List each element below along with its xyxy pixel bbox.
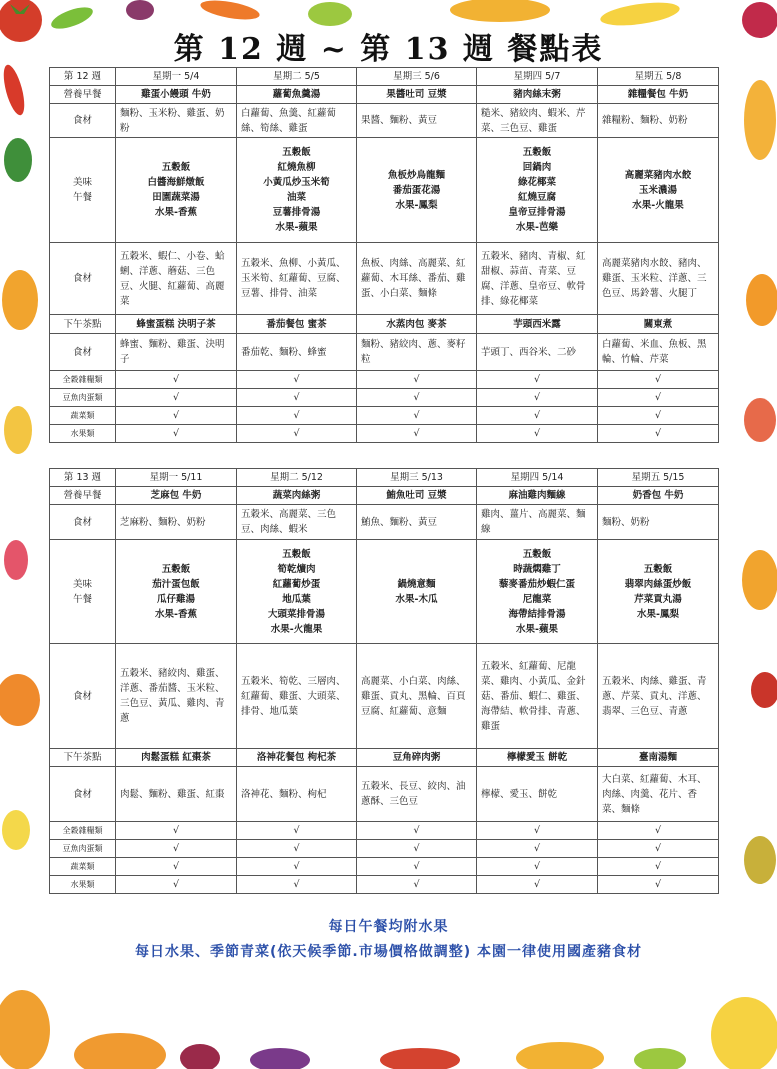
- lunch-dish: 綠花椰菜: [517, 177, 556, 188]
- breakfast-ingredients: 麵粉、奶粉: [598, 505, 719, 540]
- food-group-row: [50, 425, 719, 443]
- squash-icon: [744, 80, 776, 160]
- lunch-dish: 五穀飯: [161, 563, 191, 575]
- lunch-ingredients: 五穀米、筍乾、三層肉、紅蘿蔔、雞蛋、大頭菜、排骨、地瓜葉: [237, 644, 357, 749]
- check-mark: √: [116, 425, 237, 443]
- lime-icon: [634, 1048, 686, 1069]
- week-label: 第 13 週: [50, 469, 116, 487]
- lunch-menu: [477, 540, 598, 644]
- beetroot-icon: [180, 1044, 220, 1069]
- lunch-dish: 水果-芭樂: [516, 222, 558, 233]
- lunch-dish: 番茄蛋花湯: [392, 184, 441, 196]
- lunch-ingredients-row: [50, 644, 719, 749]
- lunch-label-line: 美味: [72, 177, 92, 188]
- ingredients-label: 食材: [50, 334, 116, 371]
- ingredients-label: 食材: [50, 243, 116, 315]
- pumpkin-icon: [0, 674, 40, 726]
- lunch-dish: 水果-蘋果: [516, 623, 558, 635]
- week-12-menu-table: [49, 67, 719, 443]
- lunch-dish: 五穀飯: [282, 147, 311, 158]
- food-group-label: 水果類: [50, 425, 116, 443]
- breakfast-row: [50, 86, 719, 104]
- check-mark: √: [237, 840, 357, 858]
- check-mark: √: [477, 425, 598, 443]
- breakfast-ingredients: 白蘿蔔、魚羹、紅蘿蔔絲、筍絲、雞蛋: [237, 104, 357, 138]
- check-mark: √: [237, 876, 357, 894]
- check-mark: √: [116, 840, 237, 858]
- pear-icon: [744, 836, 776, 884]
- ingredients-label: 食材: [50, 767, 116, 822]
- lunch-label: [50, 540, 116, 644]
- lunch-row: [50, 138, 719, 243]
- grape-icon: [126, 0, 154, 20]
- check-mark: √: [477, 822, 598, 840]
- lunch-ingredients: 高麗菜豬肉水餃、豬肉、雞蛋、玉米粒、洋蔥、三色豆、馬鈴薯、火腿丁: [598, 243, 719, 315]
- lunch-dish: 皇帝豆排骨湯: [508, 207, 566, 218]
- breakfast-dish: 麻油雞肉麵線: [477, 487, 598, 505]
- snack-dish: 肉鬆蛋糕 紅棗茶: [116, 749, 237, 767]
- lunch-dish: 水果-木瓜: [395, 593, 438, 605]
- lunch-dish: 水果-火龍果: [270, 623, 323, 635]
- day-header: 星期二 5/5: [237, 68, 357, 86]
- lunch-dish: 筍乾爌肉: [277, 563, 316, 575]
- snack-dish: 臺南湯麵: [598, 749, 719, 767]
- breakfast-dish: 雜糧餐包 牛奶: [598, 86, 719, 104]
- check-mark: √: [598, 407, 719, 425]
- lunch-label-line: 午餐: [72, 593, 92, 605]
- lunch-dish: 鍋燒意麵: [397, 578, 436, 590]
- snack-row: [50, 315, 719, 334]
- breakfast-row: [50, 487, 719, 505]
- check-mark: √: [116, 858, 237, 876]
- lunch-dish: 玉米濃湯: [638, 184, 677, 196]
- lunch-dish: 白醬海鮮燉飯: [147, 177, 205, 188]
- day-header: 星期一 5/4: [116, 68, 237, 86]
- snack-dish: 關東煮: [598, 315, 719, 334]
- week-label: 第 12 週: [50, 68, 116, 86]
- check-mark: √: [116, 407, 237, 425]
- lunch-dish: 瓜仔雞湯: [156, 593, 195, 605]
- corn-icon: [4, 406, 32, 454]
- snack-ingredients: 白蘿蔔、米血、魚板、黑輪、竹輪、芹菜: [598, 334, 719, 371]
- lunch-menu: [477, 138, 598, 243]
- breakfast-dish: 果醬吐司 豆漿: [357, 86, 477, 104]
- pumpkin-icon: [74, 1033, 166, 1069]
- lunch-ingredients: 五穀米、肉絲、雞蛋、青蔥、芹菜、貢丸、洋蔥、翡翠、三色豆、青蔥: [598, 644, 719, 749]
- breakfast-label: 營養早餐: [50, 487, 116, 505]
- food-group-row: [50, 389, 719, 407]
- food-group-label: 豆魚肉蛋類: [50, 840, 116, 858]
- check-mark: √: [598, 822, 719, 840]
- day-header: 星期五 5/15: [598, 469, 719, 487]
- check-mark: √: [116, 389, 237, 407]
- check-mark: √: [477, 407, 598, 425]
- lunch-menu: [357, 138, 477, 243]
- mango-icon: [742, 550, 777, 610]
- week-13-menu-table: [49, 468, 719, 894]
- food-group-label: 全穀雜糧類: [50, 371, 116, 389]
- snack-dish: 檸檬愛玉 餅乾: [477, 749, 598, 767]
- breakfast-dish: 奶香包 牛奶: [598, 487, 719, 505]
- check-mark: √: [237, 858, 357, 876]
- lunch-dish: 地瓜葉: [282, 593, 311, 605]
- lime-icon: [308, 2, 352, 26]
- snack-dish: 水蒸肉包 麥茶: [357, 315, 477, 334]
- lunch-label-line: 美味: [72, 578, 92, 590]
- ingredients-label: 食材: [50, 505, 116, 540]
- day-header: 星期三 5/6: [357, 68, 477, 86]
- snack-row: [50, 749, 719, 767]
- lunch-dish: 魚板炒烏龍麵: [387, 169, 445, 181]
- lunch-ingredients: 高麗菜、小白菜、肉絲、雞蛋、貢丸、黑輪、百頁豆腐、紅蘿蔔、意麵: [357, 644, 477, 749]
- snack-ingredients-row: [50, 334, 719, 371]
- lunch-ingredients: 五穀米、蝦仁、小卷、蛤蜊、洋蔥、蘑菇、三色豆、火腿、紅蘿蔔、高麗菜: [116, 243, 237, 315]
- breakfast-ingredients: 芝麻粉、麵粉、奶粉: [116, 505, 237, 540]
- snack-dish: 芋頭西米露: [477, 315, 598, 334]
- check-mark: √: [477, 840, 598, 858]
- breakfast-ingredients: 糙米、豬絞肉、蝦米、芹菜、三色豆、雞蛋: [477, 104, 598, 138]
- lunch-ingredients: 五穀米、紅蘿蔔、尼龍菜、雞肉、小黃瓜、金針菇、番茄、蝦仁、雞蛋、海帶結、軟骨排、青蔥、雞蛋: [477, 644, 598, 749]
- lunch-label-line: 午餐: [72, 192, 92, 203]
- check-mark: √: [357, 389, 477, 407]
- check-mark: √: [237, 389, 357, 407]
- snack-ingredients: 肉鬆、麵粉、雞蛋、紅棗: [116, 767, 237, 822]
- food-group-row: [50, 840, 719, 858]
- lunch-ingredients: 五穀米、豬肉、青椒、紅甜椒、蒜苗、青菜、豆腐、洋蔥、皇帝豆、軟骨排、綠花椰菜: [477, 243, 598, 315]
- lunch-dish: 紅燒魚柳: [277, 162, 316, 173]
- check-mark: √: [598, 840, 719, 858]
- lunch-menu: [237, 540, 357, 644]
- breakfast-ingredients: 果醬、麵粉、黃豆: [357, 104, 477, 138]
- lunch-dish: 水果-蘋果: [275, 222, 318, 233]
- check-mark: √: [357, 822, 477, 840]
- check-mark: √: [598, 425, 719, 443]
- snack-ingredients: 大白菜、紅蘿蔔、木耳、肉絲、肉羹、花片、香菜、麵條: [598, 767, 719, 822]
- lunch-dish: 翡翠肉絲蛋炒飯: [624, 578, 692, 590]
- check-mark: √: [237, 822, 357, 840]
- lunch-dish: 海帶結排骨湯: [508, 608, 566, 620]
- day-header: 星期二 5/12: [237, 469, 357, 487]
- food-group-label: 蔬菜類: [50, 858, 116, 876]
- carrot-icon: [199, 0, 261, 23]
- lunch-dish: 水果-鳳梨: [395, 199, 438, 211]
- snack-label: 下午茶點: [50, 749, 116, 767]
- lunch-menu: [357, 540, 477, 644]
- check-mark: √: [357, 840, 477, 858]
- lunch-dish: 水果-香蕉: [155, 207, 197, 218]
- day-header: 星期四 5/7: [477, 68, 598, 86]
- lunch-menu: [116, 540, 237, 644]
- lunch-dish: 時蔬燜雞丁: [513, 563, 561, 575]
- snack-dish: 豆角碎肉粥: [357, 749, 477, 767]
- day-header: 星期一 5/11: [116, 469, 237, 487]
- orange-icon: [746, 274, 777, 326]
- check-mark: √: [598, 371, 719, 389]
- lunch-menu: [116, 138, 237, 243]
- check-mark: √: [357, 371, 477, 389]
- check-mark: √: [357, 876, 477, 894]
- lunch-dish: 五穀飯: [643, 563, 673, 575]
- breakfast-dish: 蘿蔔魚羹湯: [237, 86, 357, 104]
- check-mark: √: [477, 389, 598, 407]
- lunch-ingredients: 五穀米、魚柳、小黃瓜、玉米筍、紅蘿蔔、豆腐、豆薯、排骨、油菜: [237, 243, 357, 315]
- check-mark: √: [237, 407, 357, 425]
- tomato-icon: [751, 672, 777, 708]
- check-mark: √: [598, 876, 719, 894]
- snack-ingredients: 洛神花、麵粉、枸杞: [237, 767, 357, 822]
- banana-icon: [711, 997, 777, 1069]
- lunch-menu: [598, 138, 719, 243]
- breakfast-ingredients: 雞肉、薑片、高麗菜、麵線: [477, 505, 598, 540]
- breakfast-dish: 雞蛋小饅頭 牛奶: [116, 86, 237, 104]
- seasonal-note: 每日水果、季節青菜(依天候季節.市場價格做調整) 本園一律使用國產豬食材: [135, 944, 642, 960]
- ingredients-label: 食材: [50, 644, 116, 749]
- snack-ingredients: 番茄乾、麵粉、蜂蜜: [237, 334, 357, 371]
- check-mark: √: [237, 371, 357, 389]
- check-mark: √: [477, 371, 598, 389]
- snack-ingredients: 檸檬、愛玉、餅乾: [477, 767, 598, 822]
- breakfast-dish: 蔬菜肉絲粥: [237, 487, 357, 505]
- lemon-icon: [2, 810, 30, 850]
- food-group-label: 蔬菜類: [50, 407, 116, 425]
- breakfast-ingredients-row: [50, 505, 719, 540]
- pepper-icon: [4, 138, 32, 182]
- lunch-dish: 水果-鳳梨: [637, 608, 679, 620]
- food-group-label: 全穀雜糧類: [50, 822, 116, 840]
- food-group-label: 水果類: [50, 876, 116, 894]
- check-mark: √: [116, 822, 237, 840]
- food-group-row: [50, 371, 719, 389]
- lunch-dish: 豆薯排骨湯: [272, 207, 321, 218]
- lunch-dish: 五穀飯: [522, 548, 552, 560]
- lunch-dish: 田園蔬菜湯: [152, 192, 200, 203]
- lunch-dish: 五穀飯: [282, 548, 311, 560]
- peach-icon: [744, 398, 776, 442]
- page-title: 第 12 週 ~ 第 13 週 餐點表: [173, 32, 604, 67]
- snack-dish: 蜂蜜蛋糕 決明子茶: [116, 315, 237, 334]
- check-mark: √: [477, 858, 598, 876]
- lunch-dish: 小黃瓜炒玉米筍: [263, 177, 330, 188]
- snack-dish: 洛神花餐包 枸杞茶: [237, 749, 357, 767]
- mango-icon: [2, 270, 38, 330]
- snack-ingredients: 芋頭丁、西谷米、二砂: [477, 334, 598, 371]
- lunch-dish: 高麗菜豬肉水餃: [624, 169, 692, 181]
- food-group-row: [50, 876, 719, 894]
- lunch-ingredients-row: [50, 243, 719, 315]
- check-mark: √: [357, 407, 477, 425]
- food-group-row: [50, 407, 719, 425]
- lunch-dish: 紅蘿蔔炒蛋: [272, 578, 321, 590]
- snack-ingredients: 蜂蜜、麵粉、雞蛋、決明子: [116, 334, 237, 371]
- header-row: [50, 68, 719, 86]
- lunch-dish: 五穀飯: [161, 162, 191, 173]
- breakfast-ingredients: 雜糧粉、麵粉、奶粉: [598, 104, 719, 138]
- header-row: [50, 469, 719, 487]
- lunch-dish: 油菜: [286, 192, 306, 203]
- watermelon-icon: [380, 1048, 460, 1069]
- day-header: 星期五 5/8: [598, 68, 719, 86]
- lunch-dish: 紅燒豆腐: [517, 192, 556, 203]
- food-group-row: [50, 822, 719, 840]
- snack-ingredients-row: [50, 767, 719, 822]
- grape-icon: [250, 1048, 310, 1069]
- food-group-label: 豆魚肉蛋類: [50, 389, 116, 407]
- check-mark: √: [237, 425, 357, 443]
- lunch-dish: 五穀飯: [522, 147, 552, 158]
- lunch-dish: 藜麥番茄炒蝦仁蛋: [498, 578, 575, 590]
- lunch-dish: 大頭菜排骨湯: [267, 608, 325, 620]
- check-mark: √: [357, 425, 477, 443]
- papaya-icon: [0, 990, 50, 1069]
- breakfast-ingredients: 麵粉、玉米粉、雞蛋、奶粉: [116, 104, 237, 138]
- lunch-dish: 尼龍菜: [522, 593, 552, 605]
- check-mark: √: [477, 876, 598, 894]
- lunch-dish: 回鍋肉: [522, 162, 552, 173]
- breakfast-ingredients-row: [50, 104, 719, 138]
- check-mark: √: [357, 858, 477, 876]
- mango-icon: [516, 1042, 604, 1069]
- lunch-ingredients: 魚板、肉絲、高麗菜、紅蘿蔔、木耳絲、番茄、雞蛋、小白菜、麵條: [357, 243, 477, 315]
- snack-ingredients: 麵粉、豬絞肉、蔥、麥籽粒: [357, 334, 477, 371]
- lunch-dish: 水果-香蕉: [155, 608, 197, 620]
- fruit-note: 每日午餐均附水果: [328, 919, 449, 935]
- ingredients-label: 食材: [50, 104, 116, 138]
- lunch-ingredients: 五穀米、豬絞肉、雞蛋、洋蔥、番茄醬、玉米粒、三色豆、黃瓜、雞肉、青蔥: [116, 644, 237, 749]
- lunch-label: [50, 138, 116, 243]
- breakfast-dish: 豬肉絲末粥: [477, 86, 598, 104]
- day-header: 星期三 5/13: [357, 469, 477, 487]
- check-mark: √: [598, 858, 719, 876]
- check-mark: √: [116, 371, 237, 389]
- breakfast-dish: 鮪魚吐司 豆漿: [357, 487, 477, 505]
- breakfast-dish: 芝麻包 牛奶: [116, 487, 237, 505]
- lunch-dish: 茄汁蛋包飯: [152, 578, 200, 590]
- snack-ingredients: 五穀米、長豆、絞肉、油蔥酥、三色豆: [357, 767, 477, 822]
- snack-dish: 番茄餐包 蜜茶: [237, 315, 357, 334]
- breakfast-ingredients: 鮪魚、麵粉、黃豆: [357, 505, 477, 540]
- day-header: 星期四 5/14: [477, 469, 598, 487]
- lunch-dish: 水果-火龍果: [632, 199, 684, 211]
- breakfast-ingredients: 五穀米、高麗菜、三色豆、肉絲、蝦米: [237, 505, 357, 540]
- chili-icon: [0, 63, 28, 117]
- radish-icon: [4, 540, 28, 580]
- lunch-dish: 芹菜貢丸湯: [634, 593, 682, 605]
- food-group-row: [50, 858, 719, 876]
- lunch-menu: [237, 138, 357, 243]
- breakfast-label: 營養早餐: [50, 86, 116, 104]
- lunch-menu: [598, 540, 719, 644]
- lunch-row: [50, 540, 719, 644]
- mango-icon: [450, 0, 550, 22]
- check-mark: √: [598, 389, 719, 407]
- snack-label: 下午茶點: [50, 315, 116, 334]
- check-mark: √: [116, 876, 237, 894]
